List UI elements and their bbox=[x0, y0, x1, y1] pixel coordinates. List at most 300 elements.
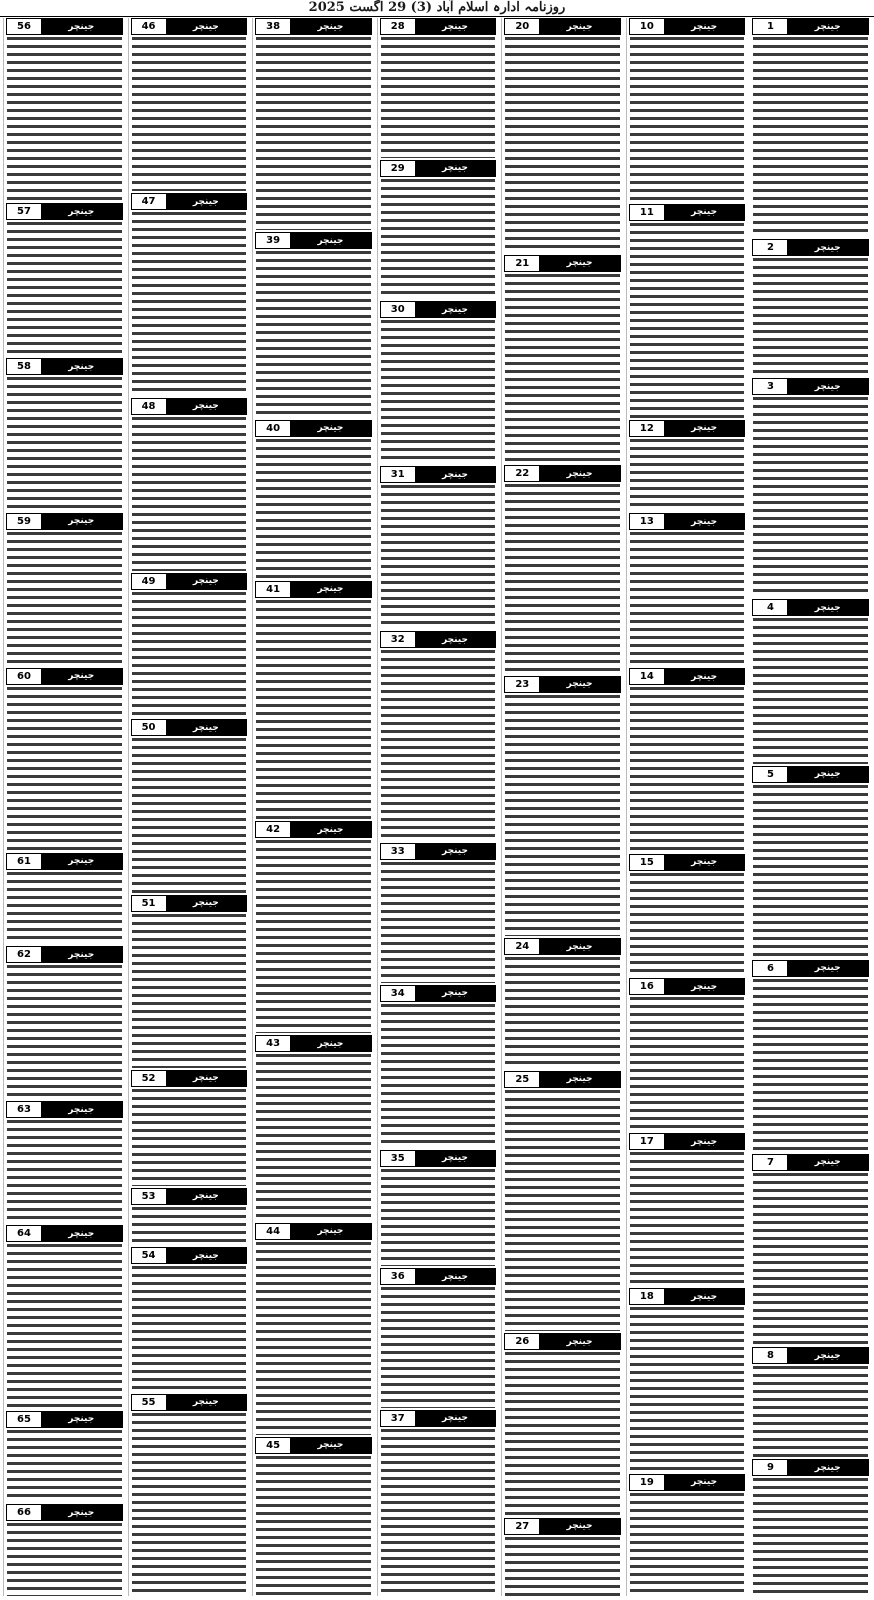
article-text-block bbox=[381, 179, 496, 300]
article-header bbox=[752, 378, 869, 395]
article-text-block bbox=[630, 439, 745, 512]
article-label: جینچر bbox=[290, 822, 371, 837]
article-text-block bbox=[381, 1004, 496, 1148]
article-label: جینچر bbox=[290, 1438, 371, 1453]
article-number: 26 bbox=[505, 1334, 539, 1349]
article-text-block bbox=[630, 223, 745, 418]
article-26 bbox=[504, 1333, 621, 1515]
article-text-block bbox=[381, 650, 496, 841]
article-text-block bbox=[381, 1169, 496, 1266]
article-text-block bbox=[7, 872, 122, 945]
article-header bbox=[380, 985, 497, 1002]
article-number: 40 bbox=[256, 421, 290, 436]
article-12 bbox=[629, 420, 746, 512]
article-header bbox=[131, 573, 248, 590]
article-header bbox=[131, 1070, 248, 1087]
article-number: 31 bbox=[381, 467, 415, 482]
article-number: 50 bbox=[132, 720, 166, 735]
article-header bbox=[6, 1225, 123, 1242]
article-number: 3 bbox=[753, 379, 787, 394]
article-header bbox=[752, 766, 869, 783]
article-35 bbox=[380, 1150, 497, 1266]
article-number: 46 bbox=[132, 19, 166, 34]
article-number: 56 bbox=[7, 19, 41, 34]
article-header bbox=[131, 1247, 248, 1264]
article-65 bbox=[6, 1411, 123, 1503]
article-text-block bbox=[7, 1523, 122, 1596]
article-text-block bbox=[132, 417, 247, 571]
article-label: جینچر bbox=[41, 1102, 122, 1117]
article-32 bbox=[380, 631, 497, 841]
article-3 bbox=[752, 378, 869, 597]
article-header bbox=[255, 420, 372, 437]
article-label: جینچر bbox=[664, 1289, 745, 1304]
article-label: جینچر bbox=[41, 1505, 122, 1520]
article-label: جینچر bbox=[664, 421, 745, 436]
article-text-block bbox=[7, 532, 122, 666]
article-header bbox=[504, 1333, 621, 1350]
article-header bbox=[752, 239, 869, 256]
article-21 bbox=[504, 255, 621, 464]
article-label: جینچر bbox=[664, 979, 745, 994]
article-number: 6 bbox=[753, 961, 787, 976]
column-6 bbox=[128, 18, 250, 1596]
article-number: 60 bbox=[7, 669, 41, 684]
article-number: 11 bbox=[630, 205, 664, 220]
article-text-block bbox=[753, 1173, 868, 1346]
article-header bbox=[380, 301, 497, 318]
article-6 bbox=[752, 960, 869, 1152]
article-number: 51 bbox=[132, 896, 166, 911]
article-number: 14 bbox=[630, 669, 664, 684]
article-header bbox=[504, 938, 621, 955]
article-number: 15 bbox=[630, 855, 664, 870]
article-label: جینچر bbox=[539, 466, 620, 481]
article-text-block bbox=[505, 957, 620, 1068]
article-number: 49 bbox=[132, 574, 166, 589]
article-20 bbox=[504, 18, 621, 253]
article-63 bbox=[6, 1101, 123, 1223]
article-header bbox=[629, 1288, 746, 1305]
article-header bbox=[380, 466, 497, 483]
article-34 bbox=[380, 985, 497, 1148]
article-text-block bbox=[630, 532, 745, 666]
article-header bbox=[504, 1518, 621, 1535]
article-text-block bbox=[132, 1207, 247, 1246]
article-52 bbox=[131, 1070, 248, 1186]
article-label: جینچر bbox=[166, 1189, 247, 1204]
article-header bbox=[6, 853, 123, 870]
article-label: جینچر bbox=[41, 947, 122, 962]
article-1 bbox=[752, 18, 869, 237]
article-13 bbox=[629, 513, 746, 666]
article-text-block bbox=[256, 600, 371, 820]
article-text-block bbox=[381, 1287, 496, 1408]
article-label: جینچر bbox=[41, 19, 122, 34]
article-header bbox=[504, 255, 621, 272]
article-label: جینچر bbox=[41, 359, 122, 374]
article-text-block bbox=[7, 1120, 122, 1223]
article-text-block bbox=[381, 862, 496, 983]
article-text-block bbox=[132, 212, 247, 395]
article-number: 55 bbox=[132, 1395, 166, 1410]
article-number: 58 bbox=[7, 359, 41, 374]
article-header bbox=[504, 18, 621, 35]
article-number: 53 bbox=[132, 1189, 166, 1204]
article-label: جینچر bbox=[539, 939, 620, 954]
article-7 bbox=[752, 1154, 869, 1346]
article-42 bbox=[255, 821, 372, 1033]
article-number: 33 bbox=[381, 844, 415, 859]
article-label: جینچر bbox=[539, 256, 620, 271]
article-51 bbox=[131, 895, 248, 1068]
article-text-block bbox=[7, 687, 122, 851]
article-16 bbox=[629, 978, 746, 1131]
article-text-block bbox=[256, 439, 371, 579]
article-header bbox=[255, 821, 372, 838]
article-label: جینچر bbox=[290, 233, 371, 248]
article-header bbox=[752, 18, 869, 35]
article-50 bbox=[131, 719, 248, 892]
article-label: جینچر bbox=[539, 19, 620, 34]
article-label: جینچر bbox=[415, 1269, 496, 1284]
article-number: 1 bbox=[753, 19, 787, 34]
article-number: 25 bbox=[505, 1072, 539, 1087]
article-text-block bbox=[753, 1478, 868, 1596]
article-label: جینچر bbox=[787, 600, 868, 615]
article-label: جینچر bbox=[664, 1475, 745, 1490]
article-header bbox=[629, 18, 746, 35]
article-45 bbox=[255, 1437, 372, 1596]
article-label: جینچر bbox=[787, 1460, 868, 1475]
article-label: جینچر bbox=[290, 421, 371, 436]
article-58 bbox=[6, 358, 123, 511]
article-header bbox=[255, 18, 372, 35]
article-48 bbox=[131, 398, 248, 571]
article-number: 20 bbox=[505, 19, 539, 34]
article-label: جینچر bbox=[166, 399, 247, 414]
article-number: 35 bbox=[381, 1151, 415, 1166]
article-header bbox=[131, 193, 248, 210]
article-text-block bbox=[381, 37, 496, 158]
article-text-block bbox=[7, 1430, 122, 1503]
article-number: 37 bbox=[381, 1411, 415, 1426]
article-number: 34 bbox=[381, 986, 415, 1001]
article-label: جینچر bbox=[539, 677, 620, 692]
article-header bbox=[6, 1101, 123, 1118]
article-number: 23 bbox=[505, 677, 539, 692]
column-7 bbox=[3, 18, 125, 1596]
article-label: جینچر bbox=[41, 1226, 122, 1241]
article-header bbox=[131, 1188, 248, 1205]
article-text-block bbox=[630, 1307, 745, 1472]
article-label: جینچر bbox=[415, 161, 496, 176]
article-text-block bbox=[753, 397, 868, 597]
article-label: جینچر bbox=[415, 1411, 496, 1426]
article-header bbox=[629, 1474, 746, 1491]
article-header bbox=[6, 668, 123, 685]
article-label: جینچر bbox=[787, 19, 868, 34]
article-number: 4 bbox=[753, 600, 787, 615]
article-text-block bbox=[256, 840, 371, 1033]
article-text-block bbox=[630, 997, 745, 1131]
article-text-block bbox=[7, 377, 122, 511]
article-text-block bbox=[7, 37, 122, 201]
article-41 bbox=[255, 581, 372, 820]
article-text-block bbox=[132, 1266, 247, 1391]
article-number: 59 bbox=[7, 514, 41, 529]
article-label: جینچر bbox=[290, 582, 371, 597]
article-label: جینچر bbox=[166, 19, 247, 34]
article-header bbox=[629, 513, 746, 530]
article-9 bbox=[752, 1459, 869, 1596]
article-49 bbox=[131, 573, 248, 717]
article-label: جینچر bbox=[41, 204, 122, 219]
article-header bbox=[255, 232, 372, 249]
article-text-block bbox=[381, 485, 496, 629]
article-text-block bbox=[753, 37, 868, 237]
article-label: جینچر bbox=[41, 1412, 122, 1427]
article-header bbox=[629, 978, 746, 995]
column-1 bbox=[750, 18, 871, 1596]
article-number: 44 bbox=[256, 1224, 290, 1239]
article-number: 28 bbox=[381, 19, 415, 34]
article-text-block bbox=[505, 1537, 620, 1596]
article-number: 17 bbox=[630, 1134, 664, 1149]
article-text-block bbox=[630, 687, 745, 852]
article-header bbox=[629, 1133, 746, 1150]
article-23 bbox=[504, 676, 621, 937]
article-text-block bbox=[753, 785, 868, 958]
article-text-block bbox=[381, 1429, 496, 1596]
article-label: جینچر bbox=[415, 19, 496, 34]
article-number: 8 bbox=[753, 1348, 787, 1363]
article-label: جینچر bbox=[290, 1224, 371, 1239]
article-number: 10 bbox=[630, 19, 664, 34]
article-number: 45 bbox=[256, 1438, 290, 1453]
article-number: 61 bbox=[7, 854, 41, 869]
article-number: 43 bbox=[256, 1036, 290, 1051]
article-text-block bbox=[505, 695, 620, 937]
article-label: جینچر bbox=[787, 767, 868, 782]
article-text-block bbox=[132, 914, 247, 1068]
article-number: 63 bbox=[7, 1102, 41, 1117]
article-number: 13 bbox=[630, 514, 664, 529]
article-text-block bbox=[7, 1244, 122, 1408]
article-number: 24 bbox=[505, 939, 539, 954]
article-header bbox=[752, 1154, 869, 1171]
article-text-block bbox=[132, 37, 247, 191]
article-label: جینچر bbox=[41, 854, 122, 869]
article-number: 52 bbox=[132, 1071, 166, 1086]
article-14 bbox=[629, 668, 746, 852]
article-number: 2 bbox=[753, 240, 787, 255]
article-number: 30 bbox=[381, 302, 415, 317]
article-24 bbox=[504, 938, 621, 1068]
article-header bbox=[255, 1437, 372, 1454]
article-header bbox=[6, 203, 123, 220]
article-31 bbox=[380, 466, 497, 629]
article-header bbox=[504, 676, 621, 693]
article-label: جینچر bbox=[166, 1248, 247, 1263]
article-33 bbox=[380, 843, 497, 983]
article-28 bbox=[380, 18, 497, 158]
article-19 bbox=[629, 1474, 746, 1596]
article-54 bbox=[131, 1247, 248, 1391]
article-header bbox=[629, 854, 746, 871]
article-label: جینچر bbox=[664, 514, 745, 529]
article-text-block bbox=[132, 1413, 247, 1596]
article-header bbox=[255, 1035, 372, 1052]
article-text-block bbox=[753, 618, 868, 763]
article-18 bbox=[629, 1288, 746, 1472]
article-60 bbox=[6, 668, 123, 851]
article-header bbox=[131, 1394, 248, 1411]
article-62 bbox=[6, 946, 123, 1099]
article-text-block bbox=[505, 484, 620, 674]
article-label: جینچر bbox=[664, 1134, 745, 1149]
article-header bbox=[6, 946, 123, 963]
article-text-block bbox=[630, 1493, 745, 1596]
article-number: 36 bbox=[381, 1269, 415, 1284]
article-number: 5 bbox=[753, 767, 787, 782]
article-label: جینچر bbox=[166, 1395, 247, 1410]
article-text-block bbox=[7, 222, 122, 356]
article-label: جینچر bbox=[539, 1519, 620, 1534]
article-number: 21 bbox=[505, 256, 539, 271]
article-header bbox=[255, 1223, 372, 1240]
article-header bbox=[629, 204, 746, 221]
article-text-block bbox=[132, 592, 247, 717]
column-5 bbox=[252, 18, 374, 1596]
article-29 bbox=[380, 160, 497, 300]
article-27 bbox=[504, 1518, 621, 1596]
article-number: 65 bbox=[7, 1412, 41, 1427]
article-label: جینچر bbox=[415, 302, 496, 317]
article-39 bbox=[255, 232, 372, 418]
article-text-block bbox=[256, 1242, 371, 1435]
article-label: جینچر bbox=[539, 1072, 620, 1087]
article-label: جینچر bbox=[166, 1071, 247, 1086]
article-text-block bbox=[753, 979, 868, 1152]
column-4 bbox=[377, 18, 499, 1596]
article-header bbox=[6, 358, 123, 375]
article-label: جینچر bbox=[166, 896, 247, 911]
article-number: 64 bbox=[7, 1226, 41, 1241]
article-header bbox=[380, 1150, 497, 1167]
article-header bbox=[131, 398, 248, 415]
article-text-block bbox=[256, 251, 371, 418]
article-label: جینچر bbox=[415, 844, 496, 859]
article-number: 39 bbox=[256, 233, 290, 248]
article-text-block bbox=[505, 37, 620, 253]
article-number: 7 bbox=[753, 1155, 787, 1170]
article-text-block bbox=[505, 274, 620, 464]
article-label: جینچر bbox=[787, 379, 868, 394]
article-61 bbox=[6, 853, 123, 945]
article-number: 16 bbox=[630, 979, 664, 994]
article-number: 57 bbox=[7, 204, 41, 219]
article-header bbox=[752, 960, 869, 977]
article-label: جینچر bbox=[664, 855, 745, 870]
article-number: 62 bbox=[7, 947, 41, 962]
article-label: جینچر bbox=[41, 669, 122, 684]
article-header bbox=[131, 18, 248, 35]
article-number: 42 bbox=[256, 822, 290, 837]
column-3 bbox=[501, 18, 623, 1596]
article-number: 32 bbox=[381, 632, 415, 647]
article-number: 66 bbox=[7, 1505, 41, 1520]
article-5 bbox=[752, 766, 869, 958]
article-53 bbox=[131, 1188, 248, 1246]
article-number: 19 bbox=[630, 1475, 664, 1490]
article-22 bbox=[504, 465, 621, 674]
article-number: 22 bbox=[505, 466, 539, 481]
article-37 bbox=[380, 1410, 497, 1596]
article-30 bbox=[380, 301, 497, 464]
article-number: 47 bbox=[132, 194, 166, 209]
article-56 bbox=[6, 18, 123, 201]
article-46 bbox=[131, 18, 248, 191]
article-text-block bbox=[132, 1089, 247, 1186]
article-25 bbox=[504, 1071, 621, 1332]
article-label: جینچر bbox=[290, 1036, 371, 1051]
article-number: 27 bbox=[505, 1519, 539, 1534]
article-11 bbox=[629, 204, 746, 418]
article-15 bbox=[629, 854, 746, 976]
article-header bbox=[380, 1268, 497, 1285]
article-header bbox=[752, 1347, 869, 1364]
article-grid bbox=[3, 18, 871, 1596]
article-44 bbox=[255, 1223, 372, 1435]
article-43 bbox=[255, 1035, 372, 1221]
article-label: جینچر bbox=[664, 669, 745, 684]
article-label: جینچر bbox=[664, 205, 745, 220]
article-text-block bbox=[753, 258, 868, 376]
article-label: جینچر bbox=[415, 986, 496, 1001]
column-2 bbox=[626, 18, 748, 1596]
article-header bbox=[504, 1071, 621, 1088]
article-57 bbox=[6, 203, 123, 356]
article-47 bbox=[131, 193, 248, 395]
article-header bbox=[380, 160, 497, 177]
article-header bbox=[504, 465, 621, 482]
article-text-block bbox=[7, 965, 122, 1099]
article-text-block bbox=[630, 873, 745, 976]
article-label: جینچر bbox=[415, 1151, 496, 1166]
article-label: جینچر bbox=[41, 514, 122, 529]
article-number: 29 bbox=[381, 161, 415, 176]
article-4 bbox=[752, 599, 869, 763]
article-8 bbox=[752, 1347, 869, 1457]
article-number: 18 bbox=[630, 1289, 664, 1304]
article-text-block bbox=[256, 37, 371, 230]
article-2 bbox=[752, 239, 869, 376]
article-label: جینچر bbox=[787, 961, 868, 976]
article-64 bbox=[6, 1225, 123, 1408]
newspaper-masthead: روزنامہ ادارہ اسلام آباد (3) 29 اگست 2025 bbox=[0, 0, 874, 17]
article-number: 9 bbox=[753, 1460, 787, 1475]
article-label: جینچر bbox=[664, 19, 745, 34]
article-text-block bbox=[505, 1352, 620, 1515]
article-header bbox=[380, 843, 497, 860]
article-17 bbox=[629, 1133, 746, 1286]
article-66 bbox=[6, 1504, 123, 1596]
article-header bbox=[6, 513, 123, 530]
article-text-block bbox=[630, 1152, 745, 1286]
article-text-block bbox=[630, 37, 745, 202]
article-label: جینچر bbox=[290, 19, 371, 34]
